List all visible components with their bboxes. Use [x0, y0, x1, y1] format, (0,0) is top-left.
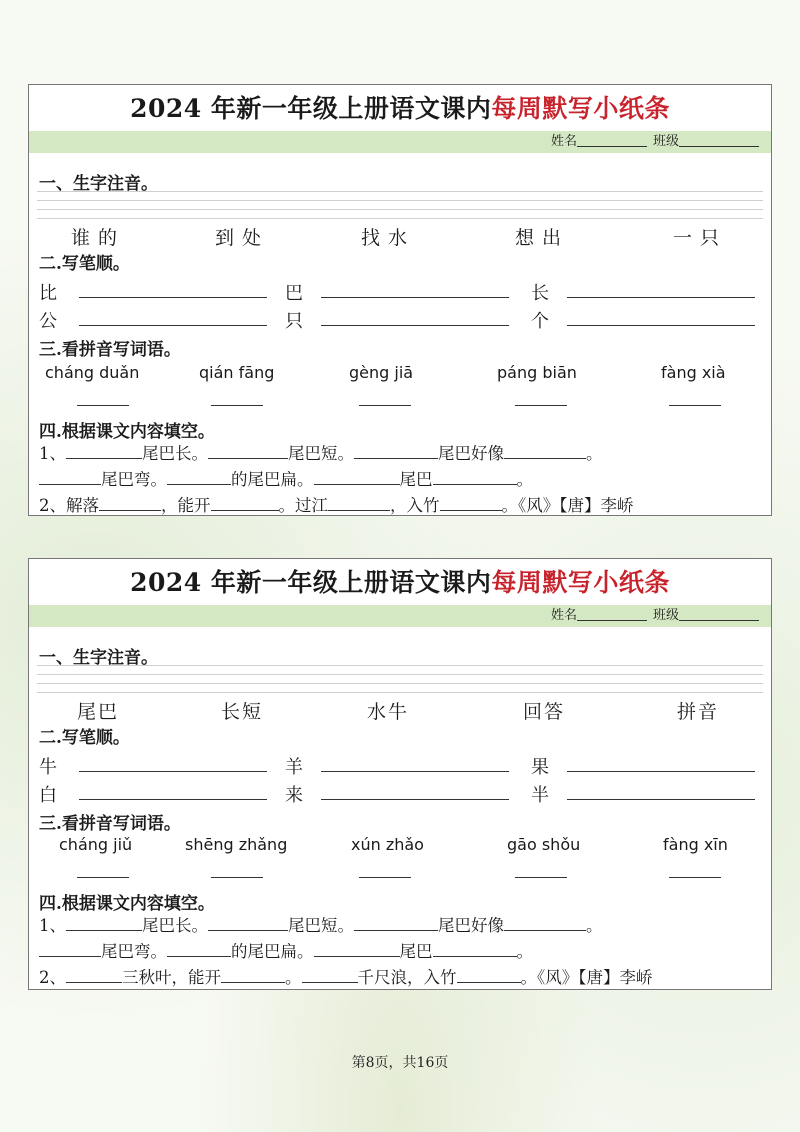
answer-line[interactable]	[211, 877, 263, 878]
answer-line[interactable]	[515, 405, 567, 406]
fill-blank[interactable]	[354, 441, 438, 459]
class-label: 班级	[652, 134, 679, 149]
fill-line-1: 1、 尾巴长。 尾巴短。 尾巴好像 。	[39, 913, 603, 937]
answer-line[interactable]	[669, 405, 721, 406]
pinyin-answer-row	[29, 877, 771, 881]
fill-blank[interactable]	[221, 965, 285, 983]
word-5: 拼音	[677, 701, 720, 723]
fill-blank[interactable]	[314, 467, 400, 485]
fill-line-2: 尾巴弯。 的尾巴扁。 尾巴 。	[39, 467, 533, 491]
fill-blank[interactable]	[440, 493, 502, 511]
pinyin-5: fàng xià	[661, 363, 726, 382]
fill-blank[interactable]	[328, 493, 390, 511]
fill-blank[interactable]	[314, 939, 400, 957]
stroke-row-2	[29, 781, 771, 806]
stroke-answer-line[interactable]	[321, 781, 509, 800]
class-blank[interactable]	[679, 605, 759, 621]
section-2-heading: 二.写笔顺。	[39, 254, 130, 274]
word-1: 谁的	[71, 227, 126, 249]
stroke-answer-line[interactable]	[79, 279, 267, 298]
word-5: 一只	[673, 227, 728, 249]
word-2: 到处	[215, 227, 270, 249]
fill-blank[interactable]	[504, 441, 586, 459]
stroke-char-6: 个	[531, 311, 549, 332]
stroke-char-1: 比	[39, 283, 57, 304]
stroke-answer-line[interactable]	[567, 307, 755, 326]
title-highlight: 每周默写小纸条	[491, 568, 670, 597]
stroke-char-6: 半	[531, 785, 549, 806]
stroke-answer-line[interactable]	[567, 753, 755, 772]
pinyin-2: qián fāng	[199, 363, 275, 382]
stroke-answer-line[interactable]	[567, 781, 755, 800]
word-3: 水牛	[367, 701, 410, 723]
fill-line-3: 2、 三秋叶，能开 。 千尺浪，入竹 。《风》【唐】李峤	[39, 965, 653, 989]
fill-blank[interactable]	[167, 939, 231, 957]
class-blank[interactable]	[679, 131, 759, 147]
stroke-char-5: 只	[285, 311, 303, 332]
word-3: 找水	[361, 227, 416, 249]
stroke-row-2	[29, 307, 771, 332]
worksheet-card-1	[28, 84, 772, 516]
pinyin-2: shēng zhǎng	[185, 835, 288, 854]
fill-line-2: 尾巴弯。 的尾巴扁。 尾巴 。	[39, 939, 533, 963]
pinyin-row	[29, 363, 771, 385]
pinyin-3: xún zhǎo	[351, 835, 424, 854]
name-label: 姓名	[550, 608, 577, 623]
stroke-char-3: 果	[531, 757, 549, 778]
pinyin-4: páng biān	[497, 363, 577, 382]
pinyin-3: gèng jiā	[349, 363, 414, 382]
fill-blank[interactable]	[39, 467, 101, 485]
stroke-char-2: 巴	[285, 283, 303, 304]
stroke-answer-line[interactable]	[321, 753, 509, 772]
stroke-answer-line[interactable]	[79, 781, 267, 800]
fill-blank[interactable]	[457, 965, 521, 983]
section-3-heading: 三.看拼音写词语。	[39, 340, 181, 360]
pinyin-4: gāo shǒu	[507, 835, 581, 854]
answer-line[interactable]	[211, 405, 263, 406]
fill-blank[interactable]	[504, 913, 586, 931]
stroke-char-5: 来	[285, 785, 303, 806]
fill-blank[interactable]	[208, 441, 288, 459]
title-highlight: 每周默写小纸条	[491, 94, 670, 123]
stroke-char-1: 牛	[39, 757, 57, 778]
word-4: 回答	[523, 701, 566, 723]
answer-line[interactable]	[515, 877, 567, 878]
fill-line-3: 2、解落 ，能开 。过江 ，入竹 。《风》【唐】李峤	[39, 493, 634, 517]
fill-blank[interactable]	[66, 913, 142, 931]
pinyin-1: cháng jiǔ	[59, 835, 133, 854]
word-1: 尾巴	[77, 701, 120, 723]
class-label: 班级	[652, 608, 679, 623]
name-blank[interactable]	[577, 131, 647, 147]
stroke-char-2: 羊	[285, 757, 303, 778]
pinyin-writing-lines[interactable]	[37, 191, 763, 219]
answer-line[interactable]	[359, 405, 411, 406]
phonetic-words	[29, 697, 771, 721]
stroke-answer-line[interactable]	[79, 307, 267, 326]
fill-blank[interactable]	[211, 493, 279, 511]
fill-blank[interactable]	[167, 467, 231, 485]
pinyin-row	[29, 835, 771, 857]
answer-line[interactable]	[669, 877, 721, 878]
stroke-answer-line[interactable]	[321, 307, 509, 326]
section-4-heading: 四.根据课文内容填空。	[39, 422, 215, 442]
worksheet-title	[29, 89, 771, 129]
answer-line[interactable]	[77, 405, 129, 406]
page-number-footer: 第8页，共16页	[351, 1055, 449, 1071]
fill-blank[interactable]	[66, 441, 142, 459]
name-class-bar	[29, 605, 771, 627]
answer-line[interactable]	[359, 877, 411, 878]
fill-blank[interactable]	[66, 965, 122, 983]
stroke-answer-line[interactable]	[567, 279, 755, 298]
title-main: 2024 年新一年级上册语文课内	[130, 568, 492, 597]
stroke-row-1	[29, 753, 771, 778]
section-3-heading: 三.看拼音写词语。	[39, 814, 181, 834]
stroke-row-1	[29, 279, 771, 304]
answer-line[interactable]	[77, 877, 129, 878]
pinyin-1: cháng duǎn	[45, 363, 140, 382]
phonetic-words	[29, 223, 771, 247]
section-2-heading: 二.写笔顺。	[39, 728, 130, 748]
section-4-heading: 四.根据课文内容填空。	[39, 894, 215, 914]
fill-blank[interactable]	[302, 965, 358, 983]
name-label: 姓名	[550, 134, 577, 149]
fill-blank[interactable]	[208, 913, 288, 931]
worksheet-title	[29, 563, 771, 603]
fill-blank[interactable]	[39, 939, 101, 957]
stroke-char-3: 长	[531, 283, 549, 304]
section-1-heading: 一、生字注音。	[39, 648, 158, 668]
name-blank[interactable]	[577, 605, 647, 621]
worksheet-card-2	[28, 558, 772, 990]
stroke-char-4: 公	[39, 311, 57, 332]
title-main: 2024 年新一年级上册语文课内	[130, 94, 492, 123]
fill-blank[interactable]	[354, 913, 438, 931]
word-2: 长短	[221, 701, 264, 723]
fill-blank[interactable]	[99, 493, 161, 511]
fill-blank[interactable]	[433, 939, 517, 957]
stroke-char-4: 白	[39, 785, 57, 806]
name-class-bar	[29, 131, 771, 153]
fill-line-1: 1、 尾巴长。 尾巴短。 尾巴好像 。	[39, 441, 603, 465]
section-1-heading: 一、生字注音。	[39, 174, 158, 194]
pinyin-writing-lines[interactable]	[37, 665, 763, 693]
pinyin-answer-row	[29, 405, 771, 409]
pinyin-5: fàng xīn	[663, 835, 728, 854]
stroke-answer-line[interactable]	[321, 279, 509, 298]
fill-blank[interactable]	[433, 467, 517, 485]
stroke-answer-line[interactable]	[79, 753, 267, 772]
word-4: 想出	[515, 227, 570, 249]
